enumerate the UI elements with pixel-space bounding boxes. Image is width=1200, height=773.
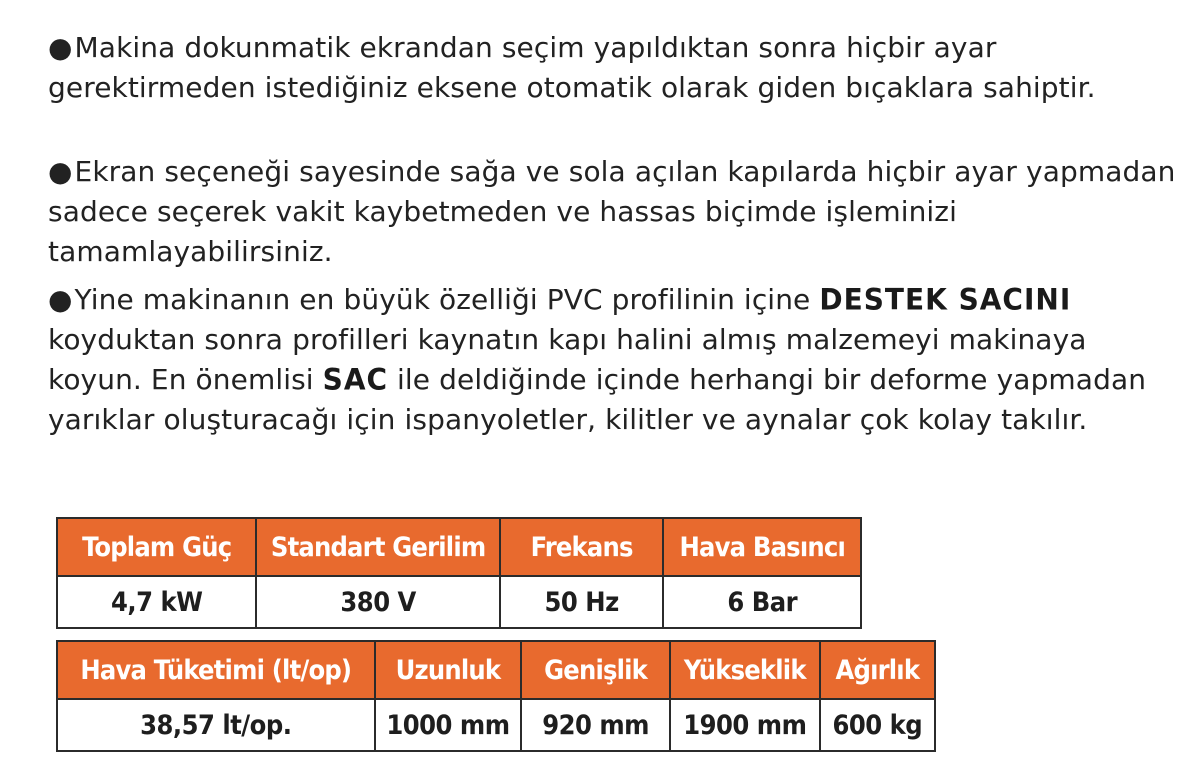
value-height: 1900 mm (670, 699, 820, 751)
feature-text-3a: Yine makinanın en büyük özelliği PVC profilinin içine (74, 283, 820, 316)
header-length: Uzunluk (375, 641, 522, 699)
brand-term-destek-saci: DESTEK SACINI (819, 282, 1072, 317)
value-width: 920 mm (521, 699, 670, 751)
header-weight: Ağırlık (820, 641, 935, 699)
spec-value-row (57, 576, 861, 628)
feature-paragraph-1 (48, 28, 1178, 108)
value-air-consumption: 38,57 lt/op. (57, 699, 375, 751)
value-total-power: 4,7 kW (57, 576, 256, 628)
header-air-consumption: Hava Tüketimi (lt/op) (57, 641, 375, 699)
header-height: Yükseklik (670, 641, 820, 699)
value-frequency: 50 Hz (500, 576, 664, 628)
spec-header-row (57, 641, 935, 699)
feature-text-2: Ekran seçeneği sayesinde sağa ve sola açılan kapılarda hiçbir ayar yapmadan sadece seçerek vakit kaybetmeden ve hassas biçimde işleminizi tamamlayabilirsiniz. (48, 155, 1176, 268)
spec-table-dimensions (56, 640, 936, 752)
feature-text-3b: koyduktan sonra profilleri kaynatın kapı halini almış malzemeyi makinaya koyun. En önemlisi (48, 323, 1087, 396)
bullet-icon: ● (48, 155, 73, 188)
header-width: Genişlik (521, 641, 670, 699)
bullet-icon: ● (48, 283, 73, 316)
spec-value-row (57, 699, 935, 751)
feature-text-1: Makina dokunmatik ekrandan seçim yapıldıktan sonra hiçbir ayar gerektirmeden istediğiniz eksene otomatik olarak giden bıçaklara sahiptir. (48, 31, 1096, 104)
value-standard-voltage: 380 V (256, 576, 499, 628)
value-length: 1000 mm (375, 699, 522, 751)
header-frequency: Frekans (500, 518, 664, 576)
header-air-pressure: Hava Basıncı (663, 518, 861, 576)
bullet-icon: ● (48, 31, 73, 64)
value-air-pressure: 6 Bar (663, 576, 861, 628)
value-weight: 600 kg (820, 699, 935, 751)
feature-paragraph-3 (48, 280, 1178, 440)
brand-term-sac: SAC (322, 362, 389, 397)
header-standard-voltage: Standart Gerilim (256, 518, 499, 576)
header-total-power: Toplam Güç (57, 518, 256, 576)
feature-paragraph-2 (48, 152, 1178, 272)
spec-table-power (56, 517, 862, 629)
feature-text-3c: ile deldiğinde içinde herhangi bir deforme yapmadan yarıklar oluşturacağı için ispanyoletler, kilitler ve aynalar çok kolay takılır. (48, 363, 1147, 436)
spec-header-row (57, 518, 861, 576)
